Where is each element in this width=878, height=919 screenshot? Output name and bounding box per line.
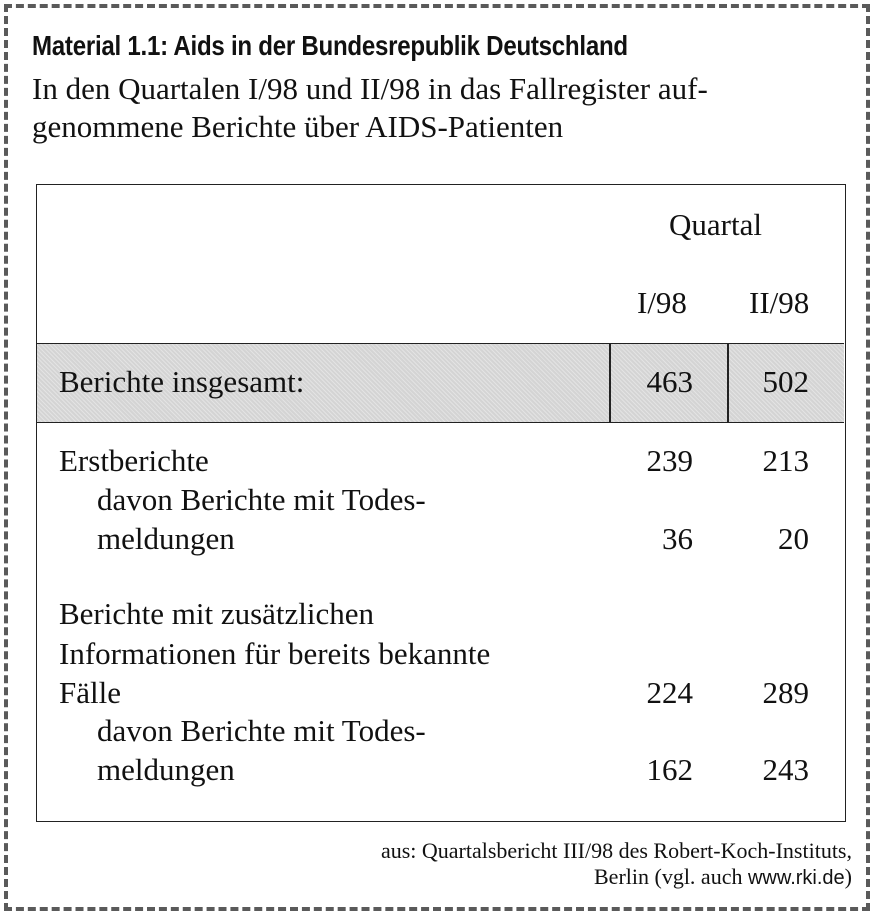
total-value-i98: 463 [646, 364, 693, 399]
material-heading: Material 1.1: Aids in der Bundesrepublik Deutschland [32, 30, 628, 61]
column-header-i98: I/98 [637, 285, 687, 320]
subtitle-line-1: In den Quartalen I/98 und II/98 in das Fallregister auf- [32, 71, 708, 106]
total-row [37, 343, 844, 423]
rki-url-link[interactable]: www.rki.de [747, 867, 845, 889]
quartal-group-header: Quartal [669, 207, 762, 242]
source-line-2-prefix: Berlin (vgl. auch [594, 864, 748, 889]
row-zusatz-todes-i98: 162 [646, 752, 693, 787]
aids-reports-table [36, 184, 846, 822]
source-line-1: aus: Quartalsbericht III/98 des Robert-Koch-Instituts, [380, 838, 852, 863]
row-zusatz-label-line2: Informationen für bereits bekannte [59, 636, 491, 671]
total-value-ii98: 502 [762, 364, 809, 399]
row-zusatz-ii98: 289 [762, 675, 809, 710]
source-line-2-suffix: ) [844, 864, 852, 889]
row-zusatz-todes-label-line2: meldungen [97, 752, 235, 787]
subtitle [32, 70, 852, 146]
source-citation [381, 838, 852, 891]
source-line-2 [381, 864, 852, 891]
row-zusatz-todes-label-line1: davon Berichte mit Todes- [97, 713, 426, 748]
row-erstberichte-label: Erstberichte [59, 443, 209, 478]
column-header-ii98: II/98 [749, 285, 810, 320]
row-zusatz-label-line3: Fälle [59, 675, 121, 710]
row-erstberichte-ii98: 213 [762, 443, 809, 478]
row-erstberichte-i98: 239 [646, 443, 693, 478]
row-zusatz-label-line1: Berichte mit zusätzlichen [59, 596, 375, 631]
row-erst-todes-i98: 36 [662, 521, 693, 556]
column-divider-1 [609, 344, 611, 422]
row-zusatz-i98: 224 [646, 675, 693, 710]
row-erst-todes-label-line1: davon Berichte mit Todes- [97, 482, 426, 517]
row-erst-todes-label-line2: meldungen [97, 521, 235, 556]
row-zusatz-todes-ii98: 243 [762, 752, 809, 787]
total-row-label: Berichte insgesamt: [59, 364, 305, 399]
subtitle-line-2: genommene Berichte über AIDS-Patienten [32, 109, 564, 144]
row-erst-todes-ii98: 20 [778, 521, 809, 556]
